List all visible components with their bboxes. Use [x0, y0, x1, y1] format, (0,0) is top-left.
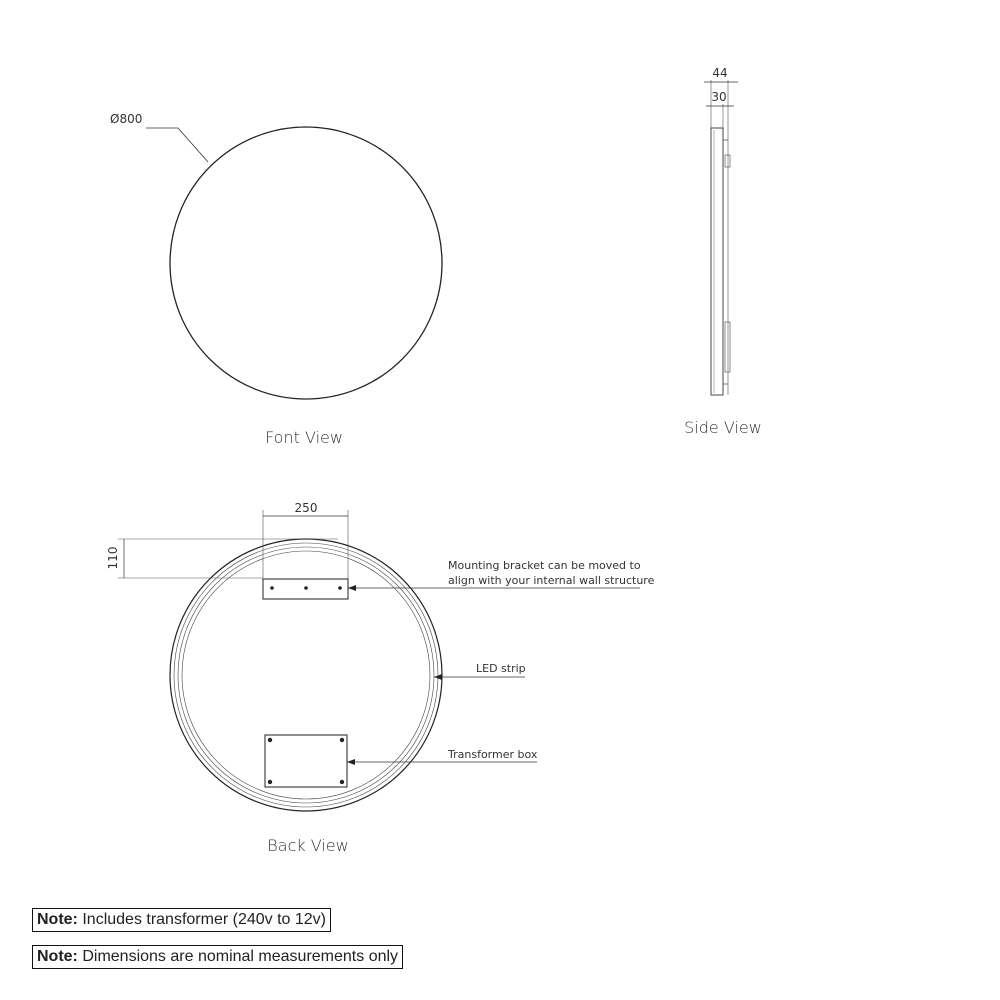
transformer-box [265, 735, 347, 787]
side-profile-frame [711, 128, 723, 395]
bracket-callout-line1: Mounting bracket can be moved to [448, 559, 641, 572]
note-text: Includes transformer (240v to 12v) [82, 911, 327, 928]
front-mirror-outline [170, 127, 442, 399]
back-view [106, 501, 655, 855]
side-view-title: Side View [684, 418, 762, 437]
bracket-width-label: 250 [294, 501, 318, 515]
front-view-title: Font View [265, 428, 343, 447]
led-callout-label: LED strip [476, 662, 526, 675]
note-text: Dimensions are nominal measurements only [82, 948, 399, 965]
side-dim-44-label: 44 [712, 66, 728, 80]
note-label: Note: [37, 948, 78, 965]
side-transformer [725, 322, 730, 372]
side-bracket [725, 155, 730, 167]
front-view [110, 112, 442, 447]
side-dim-30-label: 30 [711, 90, 727, 104]
side-view [684, 66, 762, 437]
note-label: Note: [37, 911, 78, 928]
back-view-title: Back View [267, 836, 349, 855]
diameter-leader-line [146, 128, 208, 162]
transformer-callout-label: Transformer box [448, 748, 538, 761]
diameter-label: Ø800 [110, 112, 143, 126]
bracket-callout-line2: align with your internal wall structure [448, 574, 655, 587]
note-dimensions [32, 945, 403, 969]
bracket-offset-label: 110 [106, 546, 120, 570]
note-transformer [32, 908, 331, 932]
